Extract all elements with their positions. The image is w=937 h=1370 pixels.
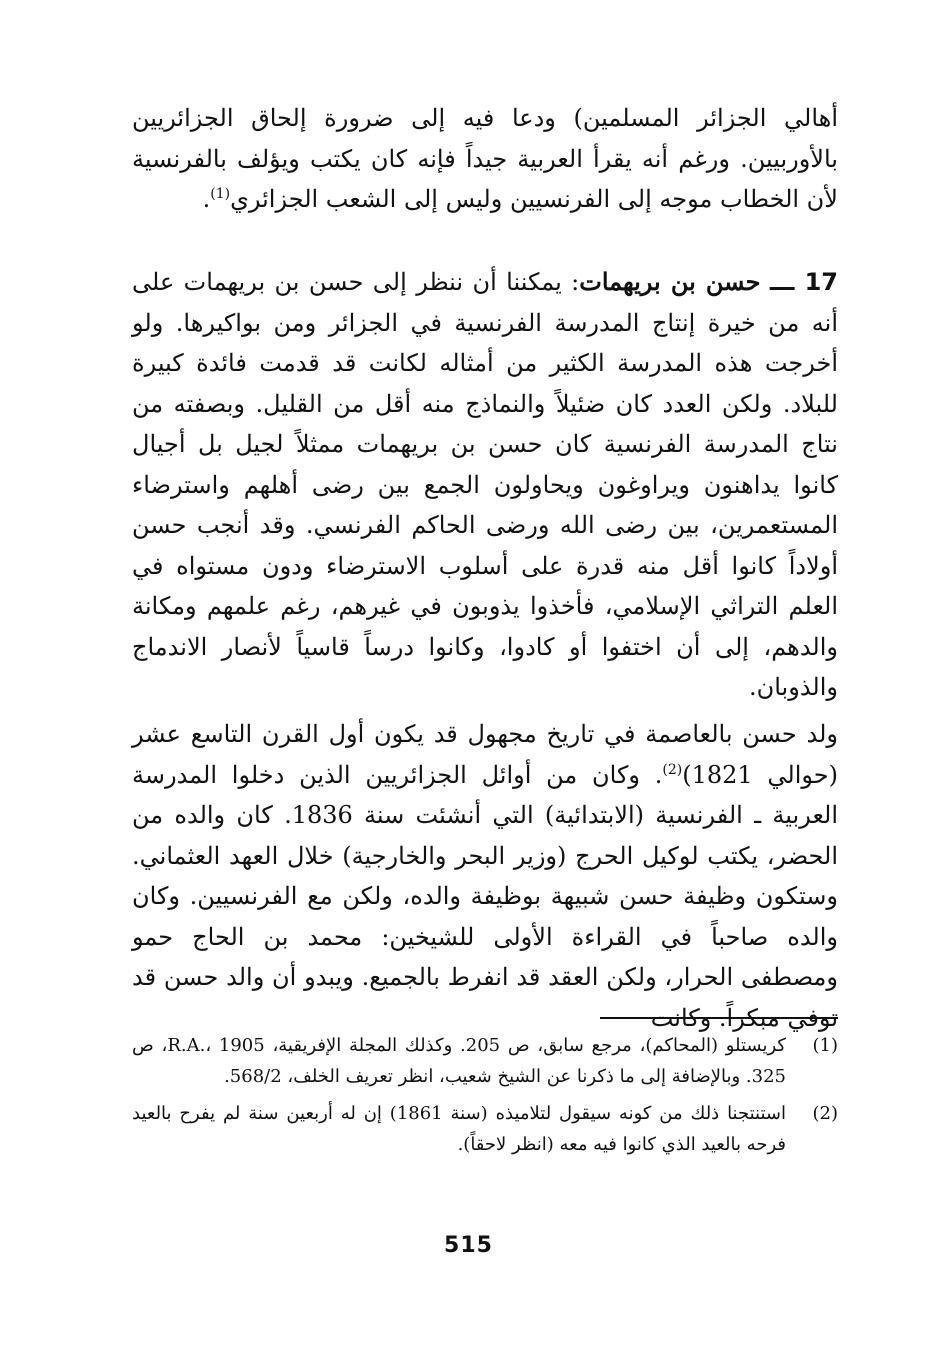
paragraph-2-text: : يمكننا أن ننظر إلى حسن بن بريهمات على أنه من خيرة إنتاج المدرسة الفرنسية في الجزائر ومن بواكيرها. ولو أخرجت هذه المدرسة الكثير من أمثاله لكانت قد قدمت فائدة كبيرة للبلاد. ولكن العدد كان ضئيلاً والنماذج منه أقل من القليل. وبصفته من نتاج المدرسة الفرنسية كان حسن بن بريهمات ممثلاً لجيل بل أجيال كانوا يداهنون ويراوغون ويحاولون الجمع بين رضى أهلهم واسترضاء المستعمرين، بين رضى الله ورضى الحاكم الفرنسي. وقد أنجب حسن أولاداً كانوا أقل منه قدرة على أسلوب الاسترضاء ودون مستواه في العلم التراثي الإسلامي، فأخذوا يذوبون في غيرهم، رغم علمهم ومكانة والدهم، إلى أن اختفوا أو كادوا، وكانوا درساً قاسياً لأنصار الاندماج والذوبان. <box>132 268 838 701</box>
footnote-2-marker: (2) <box>812 1103 838 1124</box>
footnotes <box>132 1030 838 1166</box>
paragraph-3-text-a: ولد حسن بالعاصمة في تاريخ مجهول قد يكون أول القرن التاسع عشر (حوالي 1821) <box>132 720 838 789</box>
page-number: 515 <box>444 1233 493 1258</box>
section-number: 17 ـــ <box>769 268 838 296</box>
footnote-ref-2[interactable]: (2) <box>662 761 683 778</box>
footnote-2 <box>132 1098 838 1160</box>
footnote-ref-1[interactable]: (1) <box>210 186 231 202</box>
footnote-1 <box>132 1030 838 1092</box>
footnote-1-text: كريستلو (المحاكم)، مرجع سابق، ص 205. وكذلك المجلة الإفريقية، R.A.، 1905، ص 325. وبالإضافة إلى ما ذكرنا عن الشيخ شعيب، انظر تعريف الخلف، 568/2. <box>132 1035 786 1087</box>
footnote-separator <box>600 1017 838 1019</box>
paragraph-2 <box>132 262 838 708</box>
paragraph-3-text-b: . وكان من أوائل الجزائريين الذين دخلوا المدرسة العربية ـ الفرنسية (الابتدائية) التي أنشئت سنة 1836. كان والده من الحضر، يكتب لوكيل الحرج (وزير البحر والخارجية) خلال العهد العثماني. وستكون وظيفة حسن شبيهة بوظيفة والده، ولكن مع الفرنسيين. وكان والده صاحباً في القراءة الأولى للشيخين: محمد بن الحاج حمو ومصطفى الحرار، ولكن العقد قد انفرط بالجميع. ويبدو أن والد حسن قد توفي مبكراً. وكانت <box>132 760 838 1032</box>
section-title: حسن بن بريهمات <box>579 267 761 296</box>
footnote-2-text: استنتجنا ذلك من كونه سيقول لتلاميذه (سنة 1861) إن له أربعين سنة لم يفرح بالعيد فرحه بالعيد الذي كانوا فيه معه (انظر لاحقاً). <box>132 1103 786 1155</box>
paragraph-1 <box>132 98 838 220</box>
paragraph-1-text: أهالي الجزائر المسلمين) ودعا فيه إلى ضرورة إلحاق الجزائريين بالأوربيين. ورغم أنه يقرأ العربية جيداً فإنه كان يكتب ويؤلف بالفرنسية لأن الخطاب موجه إلى الفرنسيين وليس إلى الشعب الجزائري <box>132 104 838 213</box>
footnote-1-marker: (1) <box>812 1035 838 1056</box>
paragraph-1-end: . <box>202 185 211 213</box>
paragraph-3 <box>132 714 838 1038</box>
